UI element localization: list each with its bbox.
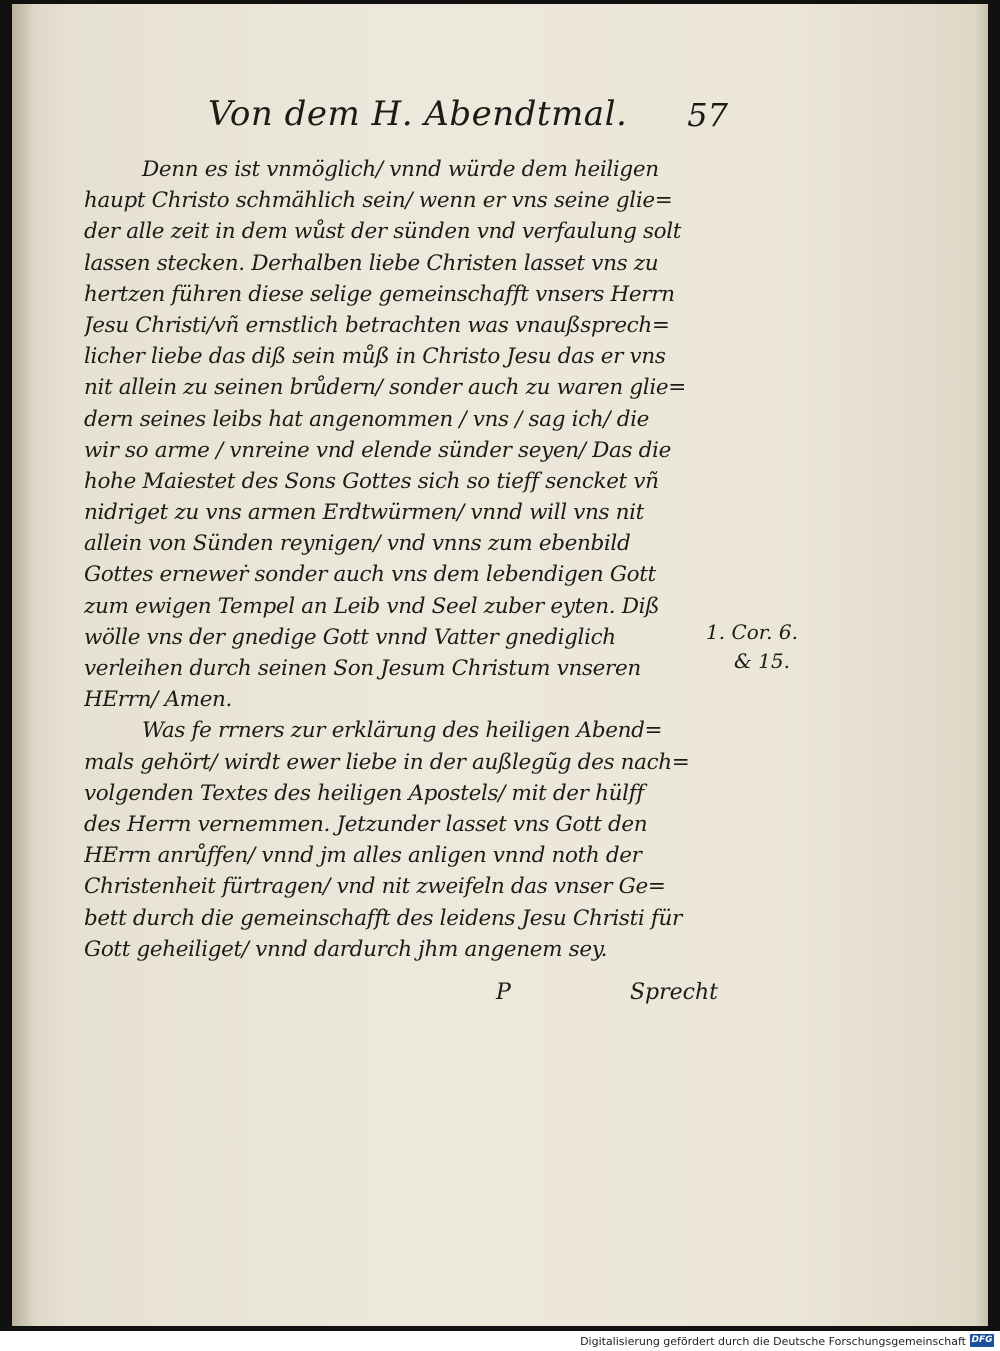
text-line: nit allein zu seinen brůdern/ sonder auch zu waren glie= [84, 375, 686, 401]
page-number: 57 [687, 96, 728, 134]
text-line: hohe Maiestet des Sons Gottes sich so tieff sencket vñ [84, 468, 659, 494]
text-line: HErrn/ Amen. [84, 687, 233, 713]
text-line: lassen stecken. Derhalben liebe Christen lasset vns zu [84, 250, 659, 276]
running-title: Von dem H. Abendtmal. [208, 94, 628, 134]
text-line: allein von Sünden reynigen/ vnd vnns zum ebenbild [84, 531, 631, 557]
text-line: volgenden Textes des heiligen Apostels/ mit der hülff [84, 780, 644, 806]
text-line: HErrn anrůffen/ vnnd jm alles anligen vnnd noth der [84, 843, 642, 869]
text-line: der alle zeit in dem wůst der sünden vnd verfaulung solt [84, 219, 682, 245]
text-line: hertzen führen diese selige gemeinschafft vnsers Herrn [84, 281, 675, 307]
text-line: Christenheit fürtragen/ vnd nit zweifeln das vnser Ge= [84, 874, 666, 900]
text-line: verleihen durch seinen Son Jesum Christum vnseren [84, 656, 641, 681]
text-line: Was fe rrners zur erklärung des heiligen Abend= [142, 718, 663, 744]
text-line: dern seines leibs hat angenommen / vns / sag ich/ die [84, 406, 650, 432]
text-line: bett durch die gemeinschafft des leidens Jesu Christi für [84, 905, 682, 931]
text-line: Jesu Christi/vñ ernstlich betrachten was vnaußsprech= [84, 312, 670, 338]
margin-note-line: & 15. [734, 649, 790, 673]
text-line: zum ewigen Tempel an Leib vnd Seel zuber eyten. Diß [84, 593, 660, 619]
page-gutter-shadow [12, 4, 34, 1326]
margin-note-line: 1. Cor. 6. [706, 620, 798, 644]
running-head [208, 94, 728, 144]
text-line: wölle vns der gnedige Gott vnnd Vatter gnediglich [84, 624, 616, 650]
text-line: wir so arme / vnreine vnd elende sünder seyen/ Das die [84, 437, 671, 463]
text-line: haupt Christo schmählich sein/ wenn er vns seine glie= [84, 188, 673, 214]
text-line: mals gehört/ wirdt ewer liebe in der außlegũg des nach= [84, 749, 690, 775]
text-line: des Herrn vernemmen. Jetzunder lasset vns Gott den [84, 811, 648, 837]
text-line: Gottes erneweṙ sonder auch vns dem lebendigen Gott [84, 562, 656, 588]
body-text [84, 154, 724, 965]
signature-mark: P [496, 980, 511, 1005]
text-line: Gott geheiliget/ vnnd dardurch jhm angenem sey. [84, 936, 608, 962]
catchword: Sprecht [629, 980, 718, 1005]
text-line: licher liebe das diß sein můß in Christo Jesu das er vns [84, 344, 666, 370]
dfg-logo-icon: DFG [971, 1335, 993, 1345]
funding-credit: Digitalisierung gefördert durch die Deutsche Forschungsgemeinschaft [580, 1335, 966, 1348]
catch-line [84, 980, 724, 1014]
text-line: Denn es ist vnmöglich/ vnnd würde dem heiligen [142, 157, 659, 182]
margin-note [706, 618, 816, 676]
footer-bar [0, 1331, 1000, 1351]
text-line: nidriget zu vns armen Erdtwürmen/ vnnd will vns nit [84, 500, 644, 526]
page-edge-shadow [974, 4, 988, 1326]
